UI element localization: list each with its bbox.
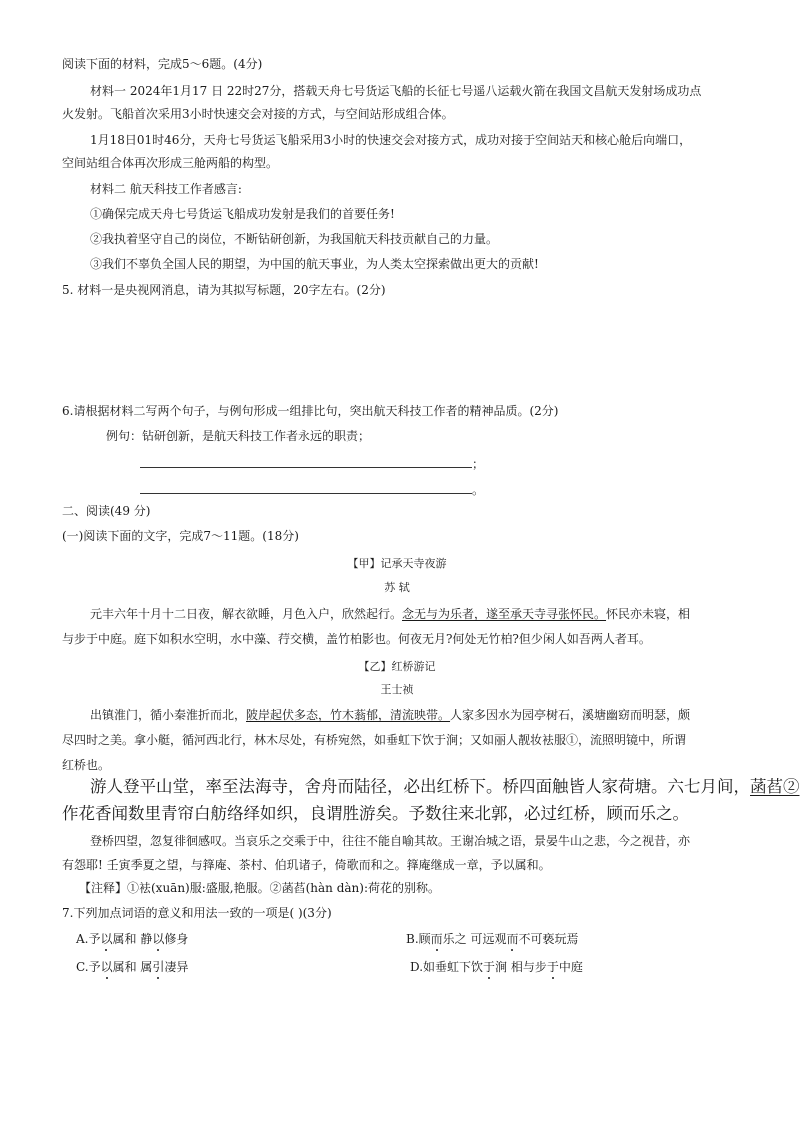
option-a-dotted-1: 以 [100,932,113,946]
option-d[interactable] [410,959,583,975]
answer-line-2[interactable] [140,482,484,498]
textB-underlined-word: 菡萏② [750,777,800,796]
textB-line3: 红桥也。 [62,758,111,772]
answer-blank-1[interactable] [140,457,472,468]
section2-title: 二、阅读(49 分) [62,504,151,518]
option-c-dotted-2: 引 [152,960,165,974]
textB-line1-a: 出镇淮门，循小秦淮折而北， [90,708,247,722]
material1-line4: 空间站组合体再次形成三舱两船的构型。 [62,156,279,170]
question-5: 5. 材料一是央视网消息，请为其拟写标题，20字左右。(2分) [62,283,386,297]
material2-title: 材料二 航天科技工作者感言: [90,182,242,196]
textB-line1-b: 人家多因水为园亭树石，溪塘幽窈而明瑟，颇 [450,708,691,722]
option-d-part2: 涧 相与步 [495,960,547,974]
material1-line1: 材料一 2024年1月17 日 22时27分，搭载天舟七号货运飞船的长征七号遥八运载火箭在我国文昌航天发射场成功点 [90,84,702,98]
material2-item3: ③我们不辜负全国人民的期望，为中国的航天事业，为人类太空探索做出更大的贡献! [90,257,539,271]
option-a-part2: 属和 静 [112,932,153,946]
textB-line6: 登桥四望，忽复徘徊感叹。当哀乐之交乘于中，往往不能自喻其故。王谢冶城之语，景晏牛山之悲，今之视昔，亦 [90,834,691,848]
reading-intro: 阅读下面的材料，完成5～6题。(4分) [62,57,263,71]
answer-blank-2[interactable] [140,483,472,494]
option-c[interactable] [76,959,188,975]
option-a[interactable] [76,931,188,947]
textB-line7: 有怨耶! 壬寅季夏之望，与箨庵、茶村、伯玑诸子，倚歌而和之。箨庵继成一章，予以属和。 [62,858,551,872]
option-b-part3: 不可亵玩焉 [518,932,579,946]
option-a-part1: A.予 [76,932,101,946]
textA-line2: 与步于中庭。庭下如积水空明，水中藻、荇交横，盖竹柏影也。何夜无月?何处无竹柏?但少闲人如吾两人者耳。 [62,632,651,646]
material1-line3: 1月18日01时46分，天舟七号货运飞船采用3小时的快速交会对接方式，成功对接于空间站天和核心舱后向端口， [90,133,692,147]
textB-title: 【乙】红桥游记 [358,660,436,673]
option-a-part3: 修身 [164,932,189,946]
option-d-part3: 中庭 [558,960,583,974]
answer-line-1-end: ； [472,457,485,471]
textB-line1 [90,707,690,723]
option-c-part2: 属和 属 [112,960,153,974]
option-b-dotted-2: 而 [506,932,519,946]
material2-item2: ②我执着坚守自己的岗位，不断钻研创新，为我国航天科技贡献自己的力量。 [90,232,499,246]
option-b-part2: 乐之 可远观 [442,932,507,946]
textB-line4-a: 游人登平山堂，率至法海寺，舍舟而陆径，必出红桥下。桥四面触皆人家荷塘。六七月间， [90,777,750,796]
textA-author: 苏 轼 [384,581,410,594]
question-6: 6.请根据材料二写两个句子，与例句形成一组排比句，突出航天科技工作者的精神品质。(2分) [62,404,559,418]
annotation-notes: 【注释】①袪(xuān)服:盛服,艳服。②菡萏(hàn dàn):荷花的别称。 [79,881,440,895]
textA-title: 【甲】记承天寺夜游 [347,557,447,570]
textB-line5: 作花香闻数里青帘白舫络绎如织，良谓胜游矣。予数往来北郭，必过红桥，顾而乐之。 [62,804,689,823]
option-b-dotted-1: 而 [430,932,443,946]
option-c-part3: 凄异 [164,960,189,974]
answer-line-1[interactable] [140,456,484,472]
answer-line-2-end: 。 [472,483,485,497]
textA-line1 [90,606,690,622]
textA-underlined-sentence: 念无与为乐者，遂至承天寺寻张怀民。 [402,607,607,621]
material1-line2: 火发射。飞船首次采用3小时快速交会对接的方式，与空间站形成组合体。 [62,107,454,121]
question-7: 7.下列加点词语的意义和用法一致的一项是( )(3分) [62,906,332,920]
material2-item1: ①确保完成天舟七号货运飞船成功发射是我们的首要任务! [90,207,395,221]
option-b-part1: B.顾 [406,932,431,946]
textA-line1-b: 怀民亦未寝，相 [606,607,691,621]
textB-line4 [90,776,800,798]
option-d-dotted-1: 于 [483,960,496,974]
option-d-part1: D.如垂虹下饮 [410,960,484,974]
option-b[interactable] [406,931,579,947]
option-a-dotted-2: 以 [152,932,165,946]
option-d-dotted-2: 于 [546,960,559,974]
question-6-example: 例句：钻研创新，是航天科技工作者永远的职责； [106,429,371,443]
textB-underlined-sentence: 陂岸起伏多态，竹木蓊郁，清流映带。 [246,708,451,722]
textB-author: 王士祯 [380,683,414,696]
option-c-dotted-1: 以 [100,960,113,974]
section2-subtitle: (一)阅读下面的文字，完成7～11题。(18分) [62,529,299,543]
textB-line2: 尽四时之美。拿小艇，循河西北行，林木尽处，有桥宛然，如垂虹下饮于涧；又如丽人靓妆袪服①，流照明镜中，所谓 [62,733,687,747]
textA-line1-a: 元丰六年十月十二日夜，解衣欲睡，月色入户，欣然起行。 [90,607,403,621]
option-c-part1: C.予 [76,960,101,974]
